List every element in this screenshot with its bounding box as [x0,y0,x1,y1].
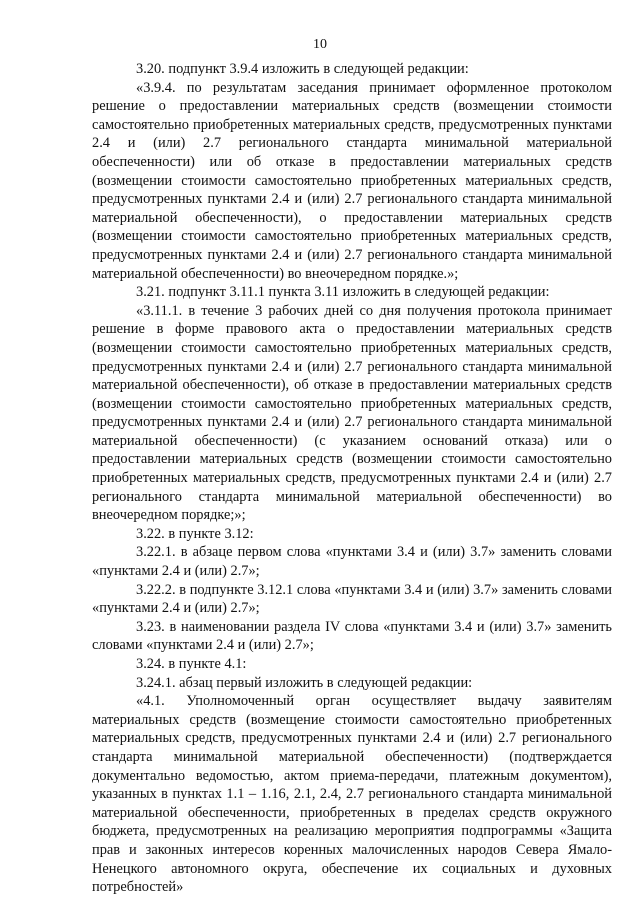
paragraph-3-22-1: 3.22.1. в абзаце первом слова «пунктами 3.4 и (или) 3.7» заменить словами «пунктами 2.4 и (или) 2.7»; [92,544,612,580]
paragraph-4-1-text: «4.1. Уполномоченный орган осуществляет выдачу заявителям материальных средств (возмещение стоимости самостоятельно приобретенных материальных средств, предусмотренных пунктами 2.4 и (или) 2.7 регионального стандарта минимальной материальной обеспеченности) (подтверждается документально ведомостью, актом приема-передачи, платежным документом), указанных в пунктах 1.1 – 1.16, 2.1, 2.4, 2.7 регионального стандарта минимальной материальной обеспеченности, приобретенных в пределах средств окружного бюджета, предусмотренных на реализацию мероприятия подпрограммы «Защита прав и законных интересов коренных малочисленных народов Севера Ямало-Ненецкого автономного округа, обеспечение их социальных и духовных потребностей» [92,693,612,896]
paragraph-3-24-1: 3.24.1. абзац первый изложить в следующей редакции: [136,674,473,691]
paragraph-3-24: 3.24. в пункте 4.1: [136,656,247,672]
paragraph-3-21: 3.21. подпункт 3.11.1 пункта 3.11 изложить в следующей редакции: [136,284,550,301]
paragraph-3-11-1-text: «3.11.1. в течение 3 рабочих дней со дня получения протокола принимает решение в форме правового акта о предоставлении материальных средств (возмещении стоимости самостоятельно приобретенных материальных средств, предусмотренных пунктами 2.4 и (или) 2.7 регионального стандарта минимальной материальной обеспеченности), об отказе в предоставлении материальных средств (возмещении стоимости самостоятельно приобретенных материальных средств, предусмотренных пунктами 2.4 и (или) 2.7 регионального стандарта минимальной материальной обеспеченности) (с указанием оснований отказа) или о предоставлении материальных средств (возмещении стоимости самостоятельно приобретенных материальных средств, предусмотренных пунктами 2.4 и (или) 2.7 регионального стандарта минимальной материальной обеспеченности) во внеочередном порядке;»; [92,302,612,524]
paragraph-3-23: 3.23. в наименовании раздела IV слова «пунктами 3.4 и (или) 3.7» заменить словами «пунктами 2.4 и (или) 2.7»; [92,618,612,654]
paragraph-3-20: 3.20. подпункт 3.9.4 изложить в следующей редакции: [136,61,469,77]
paragraph-3-22-2: 3.22.2. в подпункте 3.12.1 слова «пунктами 3.4 и (или) 3.7» заменить словами «пунктами 2.4 и (или) 2.7»; [92,581,612,617]
document-body [92,60,612,897]
paragraph-3-9-4-text: «3.9.4. по результатам заседания принимает оформленное протоколом решение о предоставлении материальных средств (возмещении стоимости самостоятельно приобретенных материальных средств, предусмотренных пунктами 2.4 и (или) 2.7 регионального стандарта минимальной материальной обеспеченности) или об отказе в предоставлении материальных средств (возмещении стоимости самостоятельно приобретенных материальных средств, предусмотренных пунктами 2.4 и (или) 2.7 регионального стандарта минимальной материальной обеспеченности), о предоставлении материальных средств (возмещении стоимости самостоятельно приобретенных материальных средств, предусмотренных пунктами 2.4 и (или) 2.7 регионального стандарта минимальной материальной обеспеченности) во внеочередном порядке.»; [92,79,612,282]
paragraph-3-22: 3.22. в пункте 3.12: [136,525,254,542]
page-number: 10 [313,37,327,52]
